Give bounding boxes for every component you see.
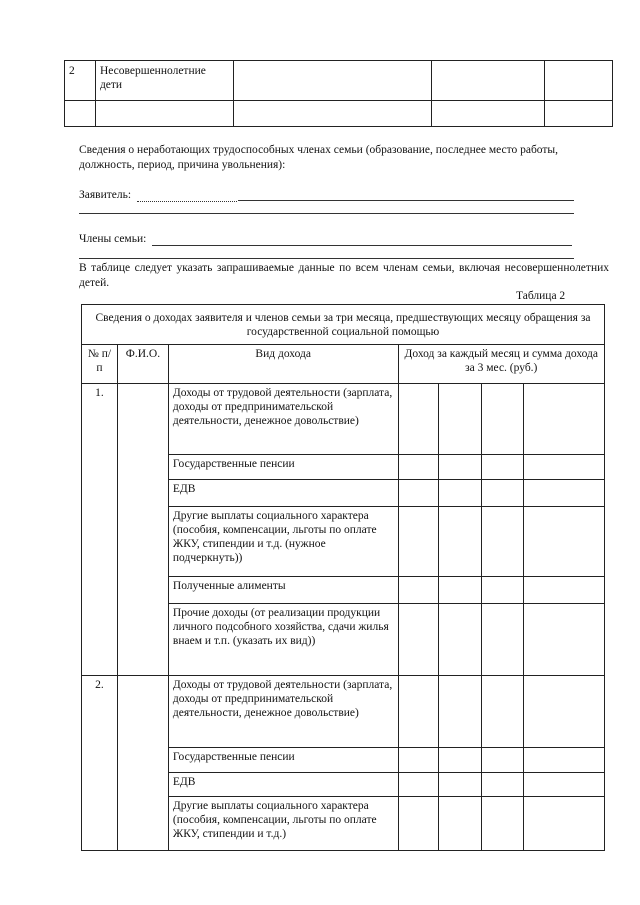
header-income: Доход за каждый месяц и сумма дохода за 3 мес. (руб.) — [398, 345, 604, 384]
family-members-table — [64, 60, 613, 127]
table-row — [82, 384, 605, 455]
income-type: Другие выплаты социального характера (пособия, компенсации, льготы по оплате ЖКУ, стипендии и т.д. (нужное подчеркнуть)) — [168, 507, 398, 577]
applicant-line-short — [137, 201, 237, 202]
row-label: Несовершеннолетние дети — [95, 61, 233, 101]
income-type: ЕДВ — [168, 480, 398, 507]
income-type: ЕДВ — [168, 773, 398, 797]
family-line-2 — [79, 258, 574, 259]
applicant-line — [238, 200, 574, 201]
applicant-line-2 — [79, 213, 574, 214]
income-table — [81, 304, 605, 851]
income-type: Доходы от трудовой деятельности (зарплата, доходы от предпринимательской деятельности, денежное довольствие) — [168, 384, 398, 455]
row-number: 2 — [65, 61, 96, 101]
table-row — [65, 61, 613, 101]
income-type: Государственные пенсии — [168, 748, 398, 773]
income-type: Полученные алименты — [168, 577, 398, 604]
header-name: Ф.И.О. — [117, 345, 168, 384]
income-type: Государственные пенсии — [168, 455, 398, 480]
table-instruction: В таблице следует указать запрашиваемые данные по всем членам семьи, включая несовершеннолетних детей. — [79, 262, 609, 289]
table-caption: Таблица 2 — [516, 290, 566, 302]
group-number: 2. — [82, 676, 118, 851]
table-row — [65, 101, 613, 127]
unemployed-info-text: Сведения о неработающих трудоспособных членах семьи (образование, последнее место работы, должность, период, причина увольнения): — [79, 144, 559, 171]
income-type: Доходы от трудовой деятельности (зарплата, доходы от предпринимательской деятельности, денежное довольствие) — [168, 676, 398, 748]
header-num: № п/п — [82, 345, 118, 384]
income-table-title: Сведения о доходах заявителя и членов семьи за три месяца, предшествующих месяцу обращения за государственной социальной помощью — [82, 305, 605, 345]
header-type: Вид дохода — [168, 345, 398, 384]
family-label: Члены семьи: — [79, 233, 147, 245]
family-line — [152, 245, 572, 246]
group-number: 1. — [82, 384, 118, 676]
income-type: Прочие доходы (от реализации продукции личного подсобного хозяйства, сдачи жилья внаем и т.п. (указать их вид)) — [168, 604, 398, 676]
table-row — [82, 676, 605, 748]
income-type: Другие выплаты социального характера (пособия, компенсации, льготы по оплате ЖКУ, стипендии и т.д.) — [168, 797, 398, 851]
applicant-label: Заявитель: — [79, 189, 132, 201]
